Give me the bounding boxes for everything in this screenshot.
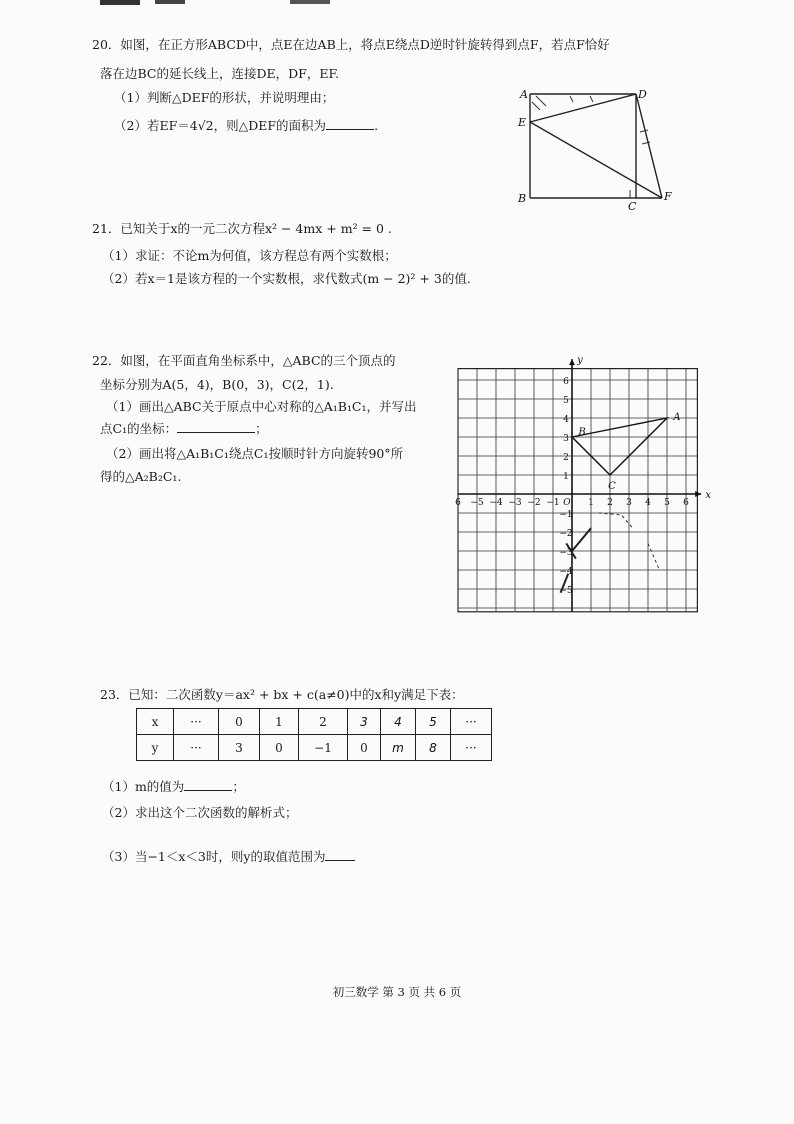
table-row-y (137, 735, 492, 761)
q23-range-blank (325, 846, 355, 861)
cell-x-7: 5 (416, 709, 451, 735)
cell-y-5: 0 (348, 735, 381, 761)
cell-y-2: 3 (219, 735, 260, 761)
q23-part1 (102, 776, 245, 798)
cell-y-4: −1 (299, 735, 348, 761)
y-tick-label-3: 3 (563, 434, 569, 444)
q22-line5: （2）画出将△A₁B₁C₁绕点C₁按顺时针方向旋转90°所 (106, 446, 404, 461)
cell-y-1: ··· (174, 735, 219, 761)
q23-part1-text: （1）m的值为 (102, 779, 185, 794)
x-tick-label-2: 2 (607, 498, 613, 508)
x-tick-label-−2: −2 (527, 498, 541, 508)
x-tick-label-3: 3 (626, 498, 632, 508)
cell-x-1: ··· (174, 709, 219, 735)
label-B: B (518, 192, 527, 205)
cell-x-5: 3 (348, 709, 381, 735)
top-cutoff-decoration (60, 0, 380, 6)
grid-border (458, 369, 697, 612)
y-axis-arrow (569, 359, 575, 365)
q20-square-figure (510, 82, 690, 212)
q22-coordinate-grid (455, 355, 712, 612)
q22-line3: （1）画出△ABC关于原点中心对称的△A₁B₁C₁，并写出 (106, 399, 417, 414)
q23-line1: 23．已知：二次函数y＝ax² + bx + c(a≠0)中的x和y满足下表： (100, 687, 464, 702)
top-cutoff-marks (60, 0, 380, 6)
point-label-A: A (673, 412, 681, 423)
x-axis-label: x (705, 490, 712, 501)
q23-part1-end: ； (232, 779, 245, 794)
page-footer: 初三数学 第 3 页 共 6 页 (332, 985, 462, 999)
q23-part3-text: （3）当−1＜x＜3时，则y的取值范围为 (102, 849, 326, 864)
q22-line4-text: 点C₁的坐标： (100, 421, 178, 436)
q20-line1: 20．如图，在正方形ABCD中，点E在边AB上，将点E绕点D逆时针旋转得到点F，若点F恰好 (92, 37, 610, 52)
q20-part2-end: . (374, 118, 379, 133)
x-tick-label-6: 6 (683, 498, 689, 508)
x-tick-label-1: 1 (588, 498, 594, 508)
cell-y-7: 8 (416, 735, 451, 761)
x-tick-label-−3: −3 (508, 498, 522, 508)
y-tick-label-−4: −4 (559, 567, 573, 577)
x-tick-label-−1: −1 (546, 498, 560, 508)
q23-value-table (136, 708, 492, 761)
cell-y-3: 0 (260, 735, 299, 761)
y-tick-label-4: 4 (563, 415, 569, 425)
segment-DF (636, 94, 662, 198)
label-D: D (638, 88, 647, 101)
y-tick-label-2: 2 (563, 453, 569, 463)
q20-part2 (114, 115, 378, 137)
q20-part2-text: （2）若EF＝4√2，则△DEF的面积为 (114, 118, 327, 133)
q22-c1-blank (177, 418, 255, 433)
y-tick-label-−3: −3 (559, 548, 573, 558)
x-tick-label-5: 5 (664, 498, 670, 508)
q22-line1: 22．如图，在平面直角坐标系中，△ABC的三个顶点的 (92, 353, 396, 368)
label-E: E (518, 116, 527, 129)
q21-part1: （1）求证：不论m为何值，该方程总有两个实数根； (102, 248, 397, 263)
segment-EF (530, 122, 662, 198)
cell-x-8: ··· (451, 709, 492, 735)
x-axis-arrow (695, 491, 701, 497)
cell-x-4: 2 (299, 709, 348, 735)
q23-m-blank (184, 776, 232, 791)
label-C: C (628, 200, 637, 213)
cell-x-6: 4 (381, 709, 416, 735)
cell-x-2: 0 (219, 709, 260, 735)
q20-answer-blank (326, 115, 374, 130)
label-F: F (664, 190, 672, 203)
point-label-C: C (608, 481, 616, 492)
q20-line2: 落在边BC的延长线上，连接DE，DF，EF. (100, 66, 340, 81)
label-A: A (520, 88, 528, 101)
q23-part2: （2）求出这个二次函数的解析式； (102, 805, 298, 820)
y-tick-label-−1: −1 (559, 510, 573, 520)
q22-line4 (100, 418, 268, 440)
cell-y-0: y (137, 735, 174, 761)
segment-DE (530, 94, 636, 122)
y-axis-label: y (577, 355, 583, 367)
q22-line6: 得的△A₂B₂C₁. (100, 469, 182, 484)
q23-part3 (102, 846, 355, 868)
x-tick-label-4: 4 (645, 498, 651, 508)
x-tick-label-−4: −4 (489, 498, 503, 508)
y-tick-label-5: 5 (563, 396, 569, 406)
x-tick-label-6: 6 (455, 498, 461, 508)
q22-line4-end: ； (255, 421, 268, 436)
q21-line1: 21．已知关于x的一元二次方程x² − 4mx + m² = 0 . (92, 221, 392, 236)
y-tick-label-−2: −2 (559, 529, 573, 539)
q21-part2: （2）若x＝1是该方程的一个实数根，求代数式(m − 2)² + 3的值. (102, 271, 471, 286)
triangle-ABC (572, 418, 667, 475)
y-tick-label-−5: −5 (559, 586, 573, 596)
y-tick-label-1: 1 (563, 472, 569, 482)
point-label-B: B (578, 427, 586, 438)
cell-y-6: m (381, 735, 416, 761)
origin-label: O (563, 498, 571, 508)
q20-part1: （1）判断△DEF的形状，并说明理由； (114, 90, 335, 105)
y-tick-label-6: 6 (563, 377, 569, 387)
cell-y-8: ··· (451, 735, 492, 761)
table-row-x (137, 709, 492, 735)
cell-x-0: x (137, 709, 174, 735)
cell-x-3: 1 (260, 709, 299, 735)
x-tick-label-−5: −5 (470, 498, 484, 508)
q22-line2: 坐标分别为A(5，4)，B(0，3)，C(2，1). (100, 377, 334, 392)
